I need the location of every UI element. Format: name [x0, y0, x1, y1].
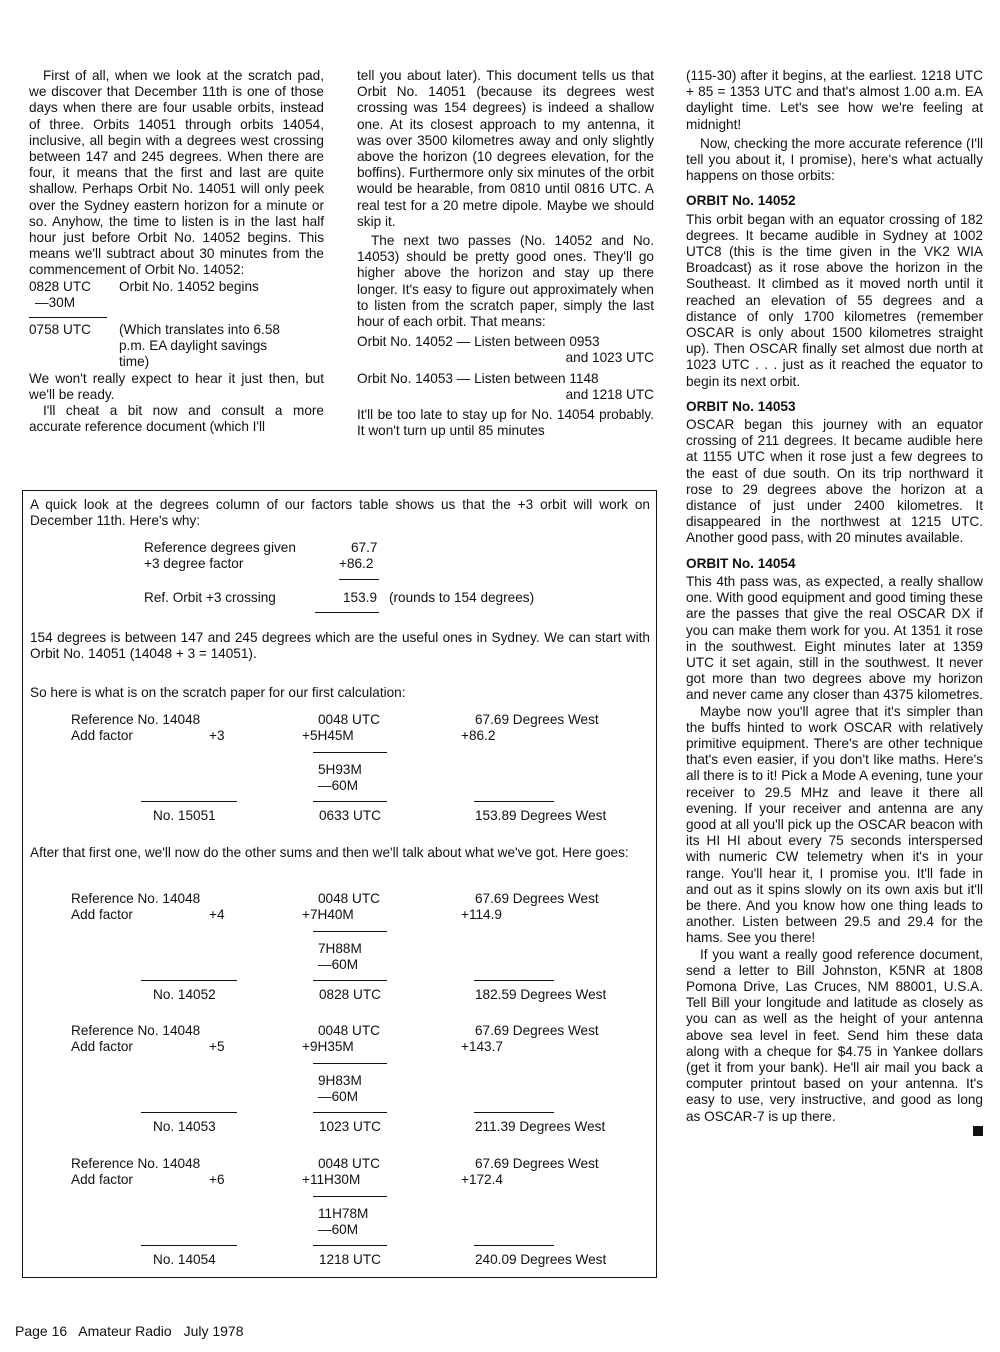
box-paragraph: So here is what is on the scratch paper for our first calculation: [30, 685, 406, 700]
calc-ref: Reference No. 14048 [71, 891, 201, 906]
paragraph: The next two passes (No. 14052 and No. 14053) should be pretty good ones. They'll go higher above the horizon and stay up there longer. It's easy to figure out approximately when to listen from the scratch paper, simply the last hour of each orbit. That means: [357, 233, 654, 330]
crossing-label: Ref. Orbit +3 crossing [144, 590, 276, 605]
calc-degrees-add: +114.9 [461, 907, 502, 922]
divider [313, 931, 387, 932]
calc-degrees-add: +143.7 [461, 1039, 503, 1054]
calc-add-label: Add factor [71, 907, 133, 922]
divider [339, 579, 379, 580]
divider [141, 980, 237, 981]
page-number: Page 16 [15, 1323, 68, 1339]
calc-time-sub: —60M [318, 957, 359, 972]
divider [474, 801, 554, 802]
divider [313, 1112, 387, 1113]
divider [313, 801, 387, 802]
time-value: 0828 UTC [29, 278, 91, 294]
time-value: 0758 UTC [29, 322, 91, 338]
divider [474, 980, 554, 981]
calc-ref: Reference No. 14048 [71, 712, 201, 727]
paragraph: Maybe now you'll agree that it's simpler than the buffs hinted to work OSCAR with relatively primitive equipment. There's are other technique that's even easier, if you don't like maths. Here's all there is to it! Pick a Mode A evening, tune your receiver to 29.5 MHz and leave it there all evening. If your receiver and antenna are any good at all you'll pick up the OSCAR beacon with its HI HI about every 75 seconds interspersed with numeric CW telemetry when it's in your range. You'll hear it, I promise you. It'll fade in and out as it spins slowly on its own axis but it'll be there. And you know how one thing leads to another. Listen between 29.5 and 29.4 for the hams. See you there! [686, 703, 983, 946]
calc-time-sum: 7H88M [318, 941, 362, 956]
column-3 [686, 68, 983, 1136]
divider [313, 752, 387, 753]
listen-line: and 1023 UTC [565, 350, 654, 366]
box-paragraph: 154 degrees is between 147 and 245 degrees which are the useful ones in Sydney. We can start with Orbit No. 14051 (14048 + 3 = 14051). [30, 630, 650, 662]
calc-degrees: 67.69 Degrees West [475, 712, 599, 727]
column-2 [357, 68, 654, 439]
calc-degrees-result: 211.39 Degrees West [475, 1119, 606, 1134]
calc-degrees-result: 153.89 Degrees West [475, 808, 607, 823]
calc-degrees-add: +172.4 [461, 1172, 503, 1187]
time-note: (Which translates into 6.58 p.m. EA daylight savings time) [119, 322, 280, 370]
divider [313, 1196, 387, 1197]
calc-degrees-result: 240.09 Degrees West [475, 1252, 607, 1267]
calc-time-sub: —60M [318, 1222, 359, 1237]
divider [141, 801, 237, 802]
paragraph: We won't really expect to hear it just then, but we'll be ready. [29, 370, 324, 402]
calc-time-sub: —60M [318, 778, 359, 793]
divider [313, 980, 387, 981]
crossing-note: (rounds to 154 degrees) [389, 590, 535, 605]
subtraction-line-b: —30M [35, 294, 76, 310]
paragraph: tell you about later). This document tells us that Orbit No. 14051 (because its degrees west crossing was 154 degrees) is indeed a shallow one. At its closest approach to my antenna, it was over 3500 kilometres away and only slightly above the horizon (10 degrees elevation, for the boffins). Furthermore only six minutes of the orbit would be hearable, from 0810 until 0816 UTC. A real test for a 20 metre dipole. Maybe we should skip it. [357, 68, 654, 229]
calc-degrees-result: 182.59 Degrees West [475, 987, 607, 1002]
paragraph: If you want a really good reference document, send a letter to Bill Johnston, K5NR at 1808 Pomona Drive, Las Cruces, NM 88001, U.S.A. Tell Bill your longitude and latitude as closely as you can as well as the height of your antenna above sea level in feet. Send him these data along with a cheque for $4.75 in Yankee dollars (get it from your bank). He'll air mail you back a computer printout based on your antenna. It's easy to use, very instructive, and good as long as OSCAR-7 is up there. [686, 946, 983, 1124]
column-1 [29, 68, 324, 435]
calc-time-add: +9H35M [302, 1039, 354, 1054]
crossing-value: 153.9 [343, 590, 378, 605]
section-heading: ORBIT No. 14054 [686, 555, 796, 571]
divider [29, 317, 107, 318]
paragraph: This 4th pass was, as expected, a really shallow one. With good equipment and good timing these are the passes that give the real OSCAR DX if you can make them work for you. At 1351 it rose in the southwest. Eight minutes later at 1359 UTC it set again, still in the southwest. It never got more than two degrees above my horizon and never came any closer than 4375 kilometres. [686, 573, 983, 703]
calc-utc: 0828 UTC [319, 987, 381, 1002]
calc-factor: +3 [209, 728, 225, 743]
calc-utc: 1023 UTC [319, 1119, 381, 1134]
calc-factor: +5 [209, 1039, 225, 1054]
section-heading: ORBIT No. 14052 [686, 193, 796, 209]
divider [474, 1112, 554, 1113]
calc-time-sum: 9H83M [318, 1073, 362, 1088]
calc-degrees: 67.69 Degrees West [475, 891, 599, 906]
calc-time-sum: 11H78M [318, 1206, 369, 1221]
section-heading: ORBIT No. 14053 [686, 398, 796, 414]
paragraph: (115-30) after it begins, at the earliest. 1218 UTC + 85 = 1353 UTC and that's almost 1.00 a.m. EA daylight time. Let's see how we're feeling at midnight! [686, 68, 983, 132]
calc-factor: +6 [209, 1172, 225, 1187]
divider [141, 1245, 237, 1246]
listen-line: Orbit No. 14053 — Listen between 1148 [357, 370, 599, 386]
calc-utc: 0633 UTC [319, 808, 381, 823]
calc-add-label: Add factor [71, 728, 133, 743]
calculation-box [22, 490, 657, 1278]
calc-ref: Reference No. 14048 [71, 1156, 201, 1171]
magazine-name: Amateur Radio [78, 1323, 172, 1339]
paragraph: Now, checking the more accurate reference (I'll tell you about it, I promise), here's what actually happens on those orbits: [686, 135, 983, 184]
factor-label: +3 degree factor [144, 556, 244, 571]
calc-ref: Reference No. 14048 [71, 1023, 201, 1038]
divider [474, 1245, 554, 1246]
divider [313, 1245, 387, 1246]
calc-factor: +4 [209, 907, 225, 922]
calc-time-add: +7H40M [302, 907, 354, 922]
ref-degrees-label: Reference degrees given [144, 540, 296, 555]
page-footer [15, 1323, 252, 1339]
factor-value: +86.2 [339, 556, 374, 571]
time-note: Orbit No. 14052 begins [119, 278, 259, 294]
calc-time: 0048 UTC [318, 891, 380, 906]
box-intro: A quick look at the degrees column of our factors table shows us that the +3 orbit will work on December 11th. Here's why: [30, 497, 650, 529]
subtraction-line-a [29, 279, 324, 295]
ref-degrees-value: 67.7 [351, 540, 378, 555]
calc-time-add: +11H30M [302, 1172, 361, 1187]
calc-orbit-no: No. 14053 [153, 1119, 216, 1134]
calc-add-label: Add factor [71, 1172, 133, 1187]
calc-add-label: Add factor [71, 1039, 133, 1054]
calc-time-sum: 5H93M [318, 762, 362, 777]
calc-degrees: 67.69 Degrees West [475, 1156, 599, 1171]
box-paragraph: After that first one, we'll now do the other sums and then we'll talk about what we've got. Here goes: [30, 845, 629, 860]
listen-line: Orbit No. 14052 — Listen between 0953 [357, 334, 600, 350]
divider [315, 612, 379, 613]
calc-orbit-no: No. 14054 [153, 1252, 216, 1267]
divider [313, 1063, 387, 1064]
divider [141, 1112, 237, 1113]
issue-date: July 1978 [183, 1323, 244, 1339]
calc-time: 0048 UTC [318, 1023, 380, 1038]
calc-utc: 1218 UTC [319, 1252, 381, 1267]
paragraph: First of all, when we look at the scratch pad, we discover that December 11th is one of those days when there are four usable orbits, instead of three. Orbits 14051 through orbits 14054, inclusive, all begin with a degrees west crossing between 147 and 245 degrees. When there are four, it means that the first and last are quite shallow. Perhaps Orbit No. 14051 will only peek over the Sydney eastern horizon for a minute or so. Anyhow, the time to listen is in the last half hour just before Orbit No. 14052 begins. This means we'll subtract about 30 minutes from the commencement of Orbit No. 14052: [29, 68, 324, 278]
calc-time-sub: —60M [318, 1089, 359, 1104]
listen-line: and 1218 UTC [565, 386, 654, 402]
calc-time: 0048 UTC [318, 712, 380, 727]
calc-orbit-no: No. 14052 [153, 987, 216, 1002]
paragraph: OSCAR began this journey with an equator crossing of 211 degrees. It became audible here at 1155 UTC when it rose just a few degrees to the east of due south. On its trip northward it rose to 29 degrees above the horizon at a distance of just under 2400 kilometres. It disappeared in the northwest at 1215 UTC. Another good pass, with 20 minutes available. [686, 417, 983, 546]
paragraph: It'll be too late to stay up for No. 14054 probably. It won't turn up until 85 minutes [357, 407, 654, 439]
paragraph: This orbit began with an equator crossing of 182 degrees. It became audible in Sydney at 1002 UTC8 (this is the time given in the VK2 WIA Broadcast) as it rose above the horizon in the Southeast. It climbed as it moved north until it reached an elevation of 55 degrees and a distance of only 1700 kilometres (remember OSCAR is only about 1500 kilometres straight up). Then OSCAR finally set almost due north at 1023 UTC . . . just as it reached the equator to begin its next orbit. [686, 211, 983, 389]
subtraction-result [29, 322, 324, 371]
calc-time-add: +5H45M [302, 728, 354, 743]
calc-degrees: 67.69 Degrees West [475, 1023, 599, 1038]
calc-degrees-add: +86.2 [461, 728, 496, 743]
end-mark [973, 1126, 983, 1136]
paragraph: I'll cheat a bit now and consult a more accurate reference document (which I'll [29, 403, 324, 435]
calc-time: 0048 UTC [318, 1156, 380, 1171]
calc-orbit-no: No. 15051 [153, 808, 216, 823]
